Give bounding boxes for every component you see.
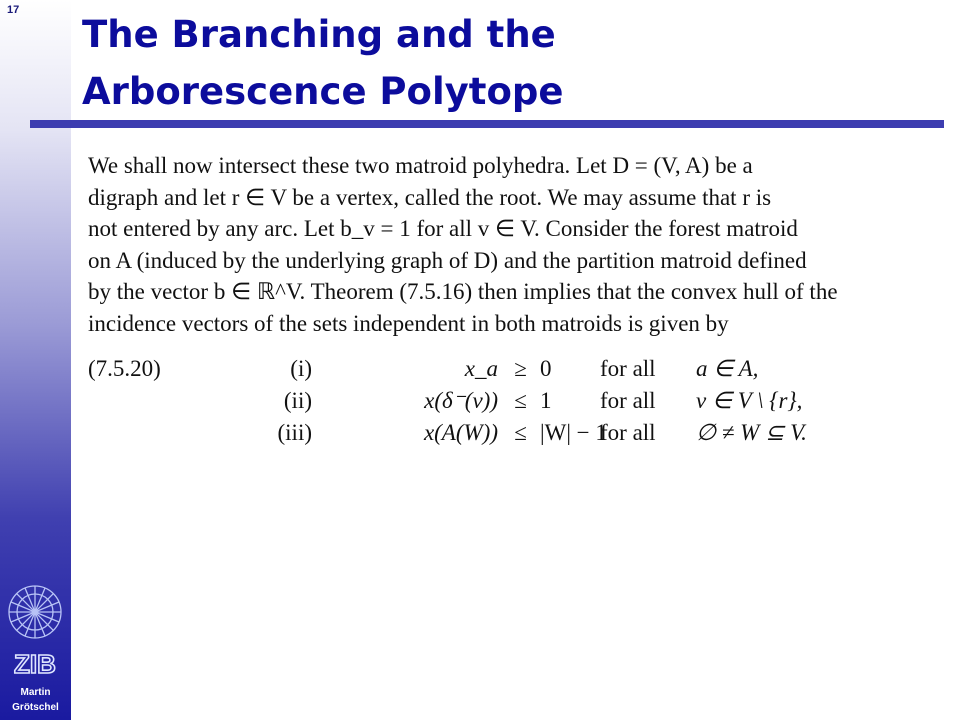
constraint-lhs: x_a: [464, 356, 498, 381]
paragraph-line: digraph and let r ∈ V be a vertex, called the root. We may assume that r is: [88, 184, 772, 210]
constraint-row: [88, 388, 848, 418]
constraint-rhs: 1: [540, 388, 552, 413]
equation-number: (7.5.20): [88, 356, 161, 381]
author-last-name: Grötschel: [12, 702, 59, 713]
paragraph-line: on A (induced by the underlying graph of D) and the partition matroid defined: [88, 247, 807, 273]
constraint-rhs: 0: [540, 356, 552, 381]
constraint-relation: ≥: [514, 356, 527, 381]
sidebar-gradient: [0, 0, 71, 720]
author-name: [0, 685, 71, 715]
slide-title: [82, 6, 563, 120]
constraint-label: (iii): [277, 420, 312, 445]
constraint-lhs: x(δ⁻(v)): [424, 388, 498, 413]
paragraph-line: We shall now intersect these two matroid polyhedra. Let D = (V, A) be a: [88, 153, 753, 178]
constraint-label: (i): [290, 356, 312, 381]
title-line-2: Arborescence Polytope: [82, 70, 564, 113]
constraint-quantifier: for all: [600, 356, 656, 381]
constraint-system: [88, 356, 848, 456]
constraint-domain: v ∈ V \ {r},: [696, 388, 803, 413]
constraint-row: [88, 420, 848, 450]
logo-lettering: ZIB: [14, 649, 56, 678]
constraint-relation: ≤: [514, 420, 527, 445]
constraint-lhs: x(A(W)): [423, 420, 498, 445]
constraint-label: (ii): [283, 388, 312, 413]
constraint-rhs: |W| − 1: [540, 420, 607, 445]
scanned-paragraph: [88, 150, 940, 339]
constraint-relation: ≤: [514, 388, 527, 413]
constraint-domain: a ∈ A,: [696, 356, 759, 381]
author-first-name: Martin: [20, 687, 51, 698]
constraint-quantifier: for all: [600, 420, 656, 445]
constraint-domain: ∅ ≠ W ⊆ V.: [696, 420, 807, 445]
constraint-quantifier: for all: [600, 388, 656, 413]
paragraph-line: not entered by any arc. Let b_v = 1 for all v ∈ V. Consider the forest matroid: [88, 216, 798, 241]
zib-logo: [4, 582, 66, 678]
paragraph-line: incidence vectors of the sets independent in both matroids is given by: [88, 310, 729, 336]
constraint-row: [88, 356, 848, 386]
title-line-1: The Branching and the: [82, 13, 556, 56]
title-divider: [30, 120, 944, 128]
page-number: 17: [7, 4, 20, 16]
paragraph-line: by the vector b ∈ ℝ^V. Theorem (7.5.16) then implies that the convex hull of the: [88, 279, 838, 304]
